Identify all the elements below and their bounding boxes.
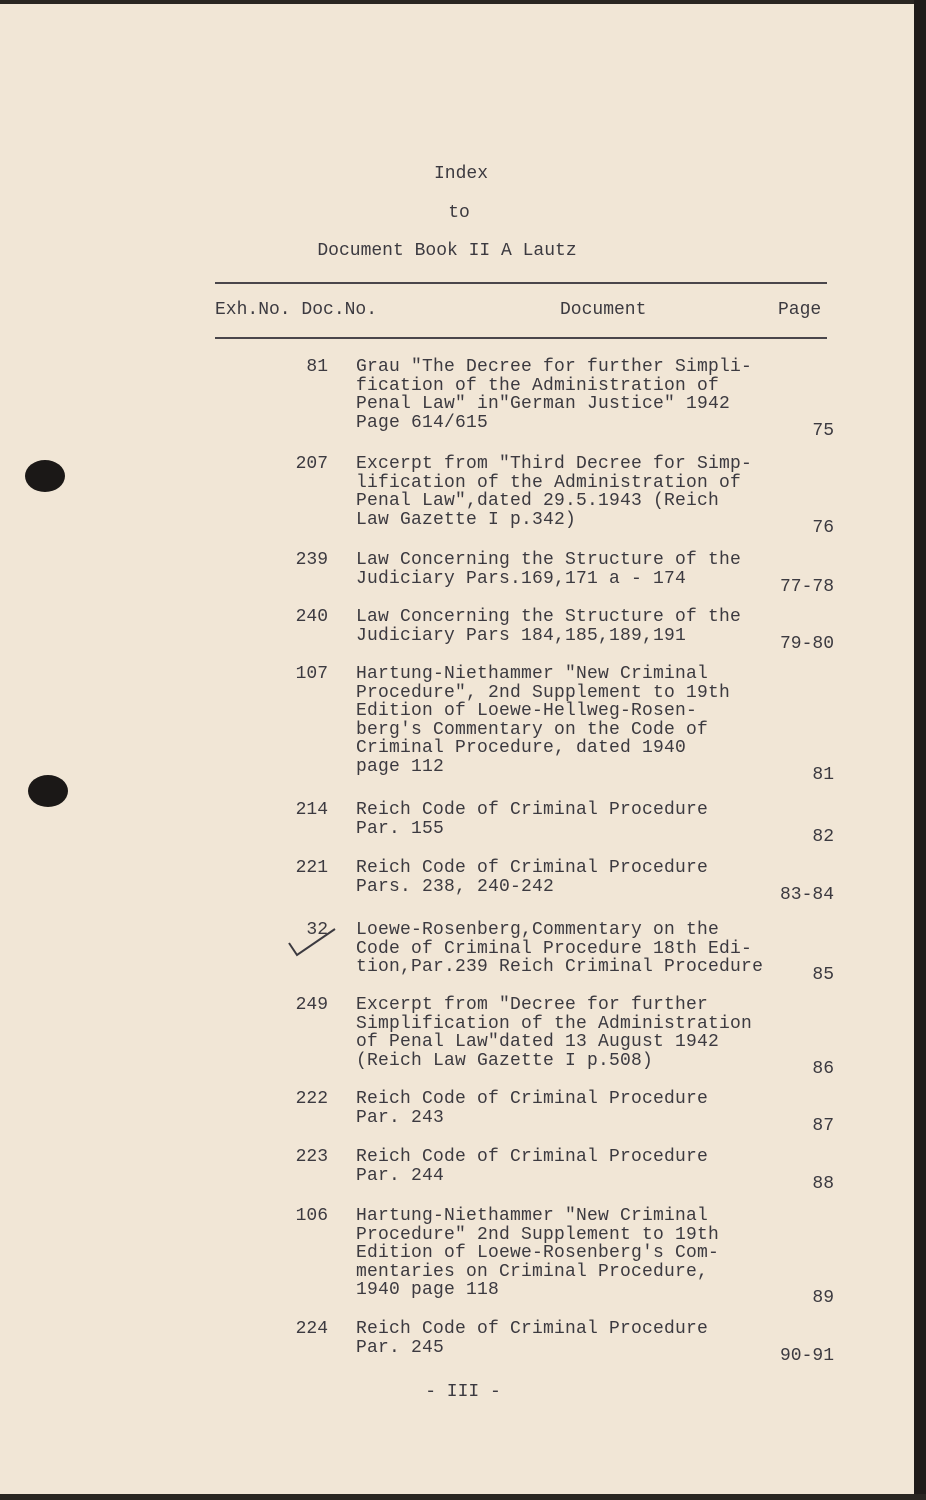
document-description-line: Hartung-Niethammer "New Criminal [356,1206,709,1226]
document-description-line: Excerpt from "Third Decree for Simp- [356,454,753,474]
doc-number: 240 [295,607,328,627]
document-description-line: Judiciary Pars.169,171 a - 174 [356,568,687,589]
document-description-line: Reich Code of Criminal Procedure [356,1147,709,1167]
document-description-line: Code of Criminal Procedure 18th Edi- [356,938,753,959]
doc-number: 207 [295,454,328,474]
document-description-line: of Penal Law"dated 13 August 1942 [356,1032,720,1052]
document-description-line: Loewe-Rosenberg,Commentary on the [356,920,720,940]
document-description-line: page 112 [356,756,445,777]
page-reference: 86 [812,1058,834,1079]
doc-number: 106 [295,1206,328,1226]
document-description-line: fication of the Administration of [356,375,720,396]
document-description-line: Criminal Procedure, dated 1940 [356,738,687,758]
checkmark-annotation [287,925,337,961]
document-description-line: Edition of Loewe-Rosenberg's Com- [356,1243,720,1263]
document-description-line: Reich Code of Criminal Procedure [356,1319,709,1339]
doc-number: 81 [306,357,328,377]
document-description-line: Reich Code of Criminal Procedure [356,1089,709,1109]
punch-hole-upper [25,460,65,492]
scan-edge-top [0,0,926,4]
document-description-line: tion,Par.239 Reich Criminal Procedure [356,957,764,977]
index-title: Index [433,164,488,184]
punch-hole-lower [28,775,68,807]
page-reference: 87 [812,1115,834,1136]
document-description-line: (Reich Law Gazette I p.508) [356,1050,654,1071]
document-description-line: Judiciary Pars 184,185,189,191 [356,625,687,646]
document-description-line: Page 614/615 [356,412,489,433]
document-description-line: berg's Commentary on the Code of [356,719,709,740]
page-reference: 79-80 [779,633,834,654]
scan-edge-right [914,0,926,1500]
index-title-to: to [448,203,470,223]
page-reference: 88 [812,1173,834,1194]
document-description-line: 1940 page 118 [356,1280,500,1300]
page-reference: 89 [812,1288,834,1308]
doc-number: 249 [295,995,328,1015]
page-reference: 90-91 [779,1345,834,1366]
page-reference: 83-84 [779,884,834,905]
page-reference: 77-78 [779,576,834,597]
document-description-line: Procedure", 2nd Supplement to 19th [356,682,731,703]
column-header-exh-doc: Exh.No. Doc.No. [215,300,378,320]
document-description-line: Law Gazette I p.342) [356,509,577,530]
document-description-line: Simplification of the Administration [356,1013,753,1034]
doc-number: 222 [295,1089,328,1109]
document-description-line: Law Concerning the Structure of the [356,607,742,627]
document-description-line: Procedure" 2nd Supplement to 19th [356,1224,720,1245]
header-rule-bottom [215,337,827,339]
document-description-line: Par. 244 [356,1165,445,1186]
document-description-line: Reich Code of Criminal Procedure [356,800,709,820]
page-reference: 75 [812,420,834,441]
document-description-line: Par. 245 [356,1337,445,1358]
doc-number: 214 [295,800,328,820]
document-description-line: Law Concerning the Structure of the [356,550,742,570]
document-book-title: Document Book II A Lautz [317,241,577,261]
document-description-line: Penal Law",dated 29.5.1943 (Reich [356,491,720,511]
doc-number: 239 [295,550,328,570]
doc-number: 223 [295,1147,328,1167]
page-reference: 76 [812,517,834,538]
document-description-line: Pars. 238, 240-242 [356,876,555,897]
page-reference: 85 [812,965,834,985]
document-description-line: Par. 155 [356,818,445,839]
document-description-line: Penal Law" in"German Justice" 1942 [356,394,731,414]
doc-number: 221 [295,858,328,878]
document-description-line: Par. 243 [356,1107,445,1128]
document-description-line: Hartung-Niethammer "New Criminal [356,664,709,684]
scan-edge-bottom [0,1494,926,1500]
document-description-line: Excerpt from "Decree for further [356,995,709,1015]
document-description-line: lification of the Administration of [356,472,742,493]
page-number: - III - [425,1382,501,1402]
document-description-line: Edition of Loewe-Hellweg-Rosen- [356,701,698,721]
document-description-line: Grau "The Decree for further Simpli- [356,357,753,377]
column-header-page: Page [778,300,822,320]
page-reference: 81 [812,764,834,785]
header-rule-top [215,282,827,284]
doc-number: 224 [295,1319,328,1339]
doc-number: 32 [306,920,328,940]
page-reference: 82 [812,826,834,847]
document-description-line: mentaries on Criminal Procedure, [356,1261,709,1282]
doc-number: 107 [295,664,328,684]
document-description-line: Reich Code of Criminal Procedure [356,858,709,878]
column-header-document: Document [560,300,647,320]
